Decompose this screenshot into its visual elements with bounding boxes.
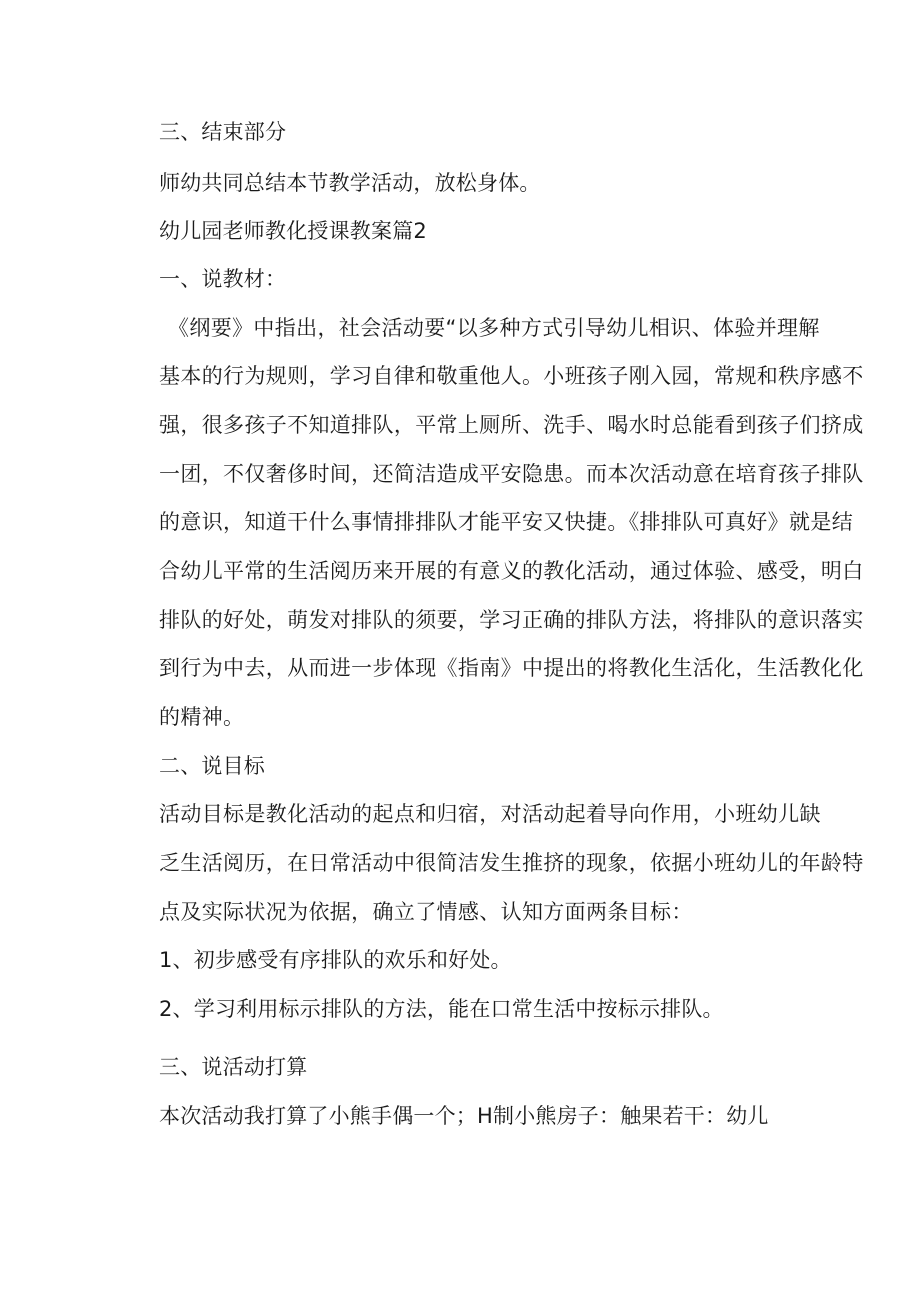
- paragraph-line: 一团，不仅奢侈时间，还简洁造成平安隐患。而本次活动意在培育孩子排队: [159, 462, 864, 486]
- section-heading-goals: 二、说目标: [159, 754, 265, 778]
- paragraph-line: 合幼儿平常的生活阅历来开展的有意义的教化活动，通过体验、感受，明白: [159, 559, 864, 583]
- paragraph-line: 点及实际状况为依据，确立了情感、认知方面两条目标：: [159, 900, 693, 924]
- section-heading-teaching-material: 一、说教材：: [159, 267, 287, 291]
- paragraph-line: 到行为中去，从而进一步体现《指南》中提出的将教化生活化，生活教化化: [159, 656, 864, 680]
- paragraph-line: 乏生活阅历，在日常活动中很简洁发生推挤的现象，依据小班幼儿的年龄特: [159, 851, 864, 875]
- section-text-activity-plan: 本次活动我打算了小熊手偶一个；H制小熊房子：触果若干：幼儿: [159, 1104, 769, 1128]
- section-heading-activity-plan: 三、说活动打算: [159, 1055, 308, 1079]
- paragraph-line: 活动目标是教化活动的起点和归宿，对活动起着导向作用，小班幼儿缺: [159, 802, 821, 826]
- article-title: 幼儿园老师教化授课教案篇2: [159, 219, 427, 243]
- paragraph-line: 的精神。: [159, 705, 245, 729]
- paragraph-line: 排队的好处，萌发对排队的须要，学习正确的排队方法，将排队的意识落实: [159, 608, 864, 632]
- section-text-end: 师幼共同总结本节教学活动，放松身体。: [159, 171, 541, 195]
- paragraph-line: 基本的行为规则，学习自律和敬重他人。小班孩子刚入园，常规和秩序感不: [159, 364, 864, 388]
- goal-item: 1、初步感受有序排队的欢乐和好处。: [159, 948, 512, 972]
- goal-item: 2、学习利用标示排队的方法，能在口常生活中按标示排队。: [159, 997, 724, 1021]
- paragraph-line: 的意识，知道干什么事情排排队才能平安又快捷。《排排队可真好》就是结: [159, 510, 854, 534]
- paragraph-line: 《纲要》中指出，社会活动要“以多种方式引导幼儿相识、体验并理解: [168, 316, 820, 340]
- section-heading-end: 三、结束部分: [159, 120, 287, 144]
- paragraph-line: 强，很多孩子不知道排队，平常上厕所、洗手、喝水时总能看到孩子们挤成: [159, 413, 864, 437]
